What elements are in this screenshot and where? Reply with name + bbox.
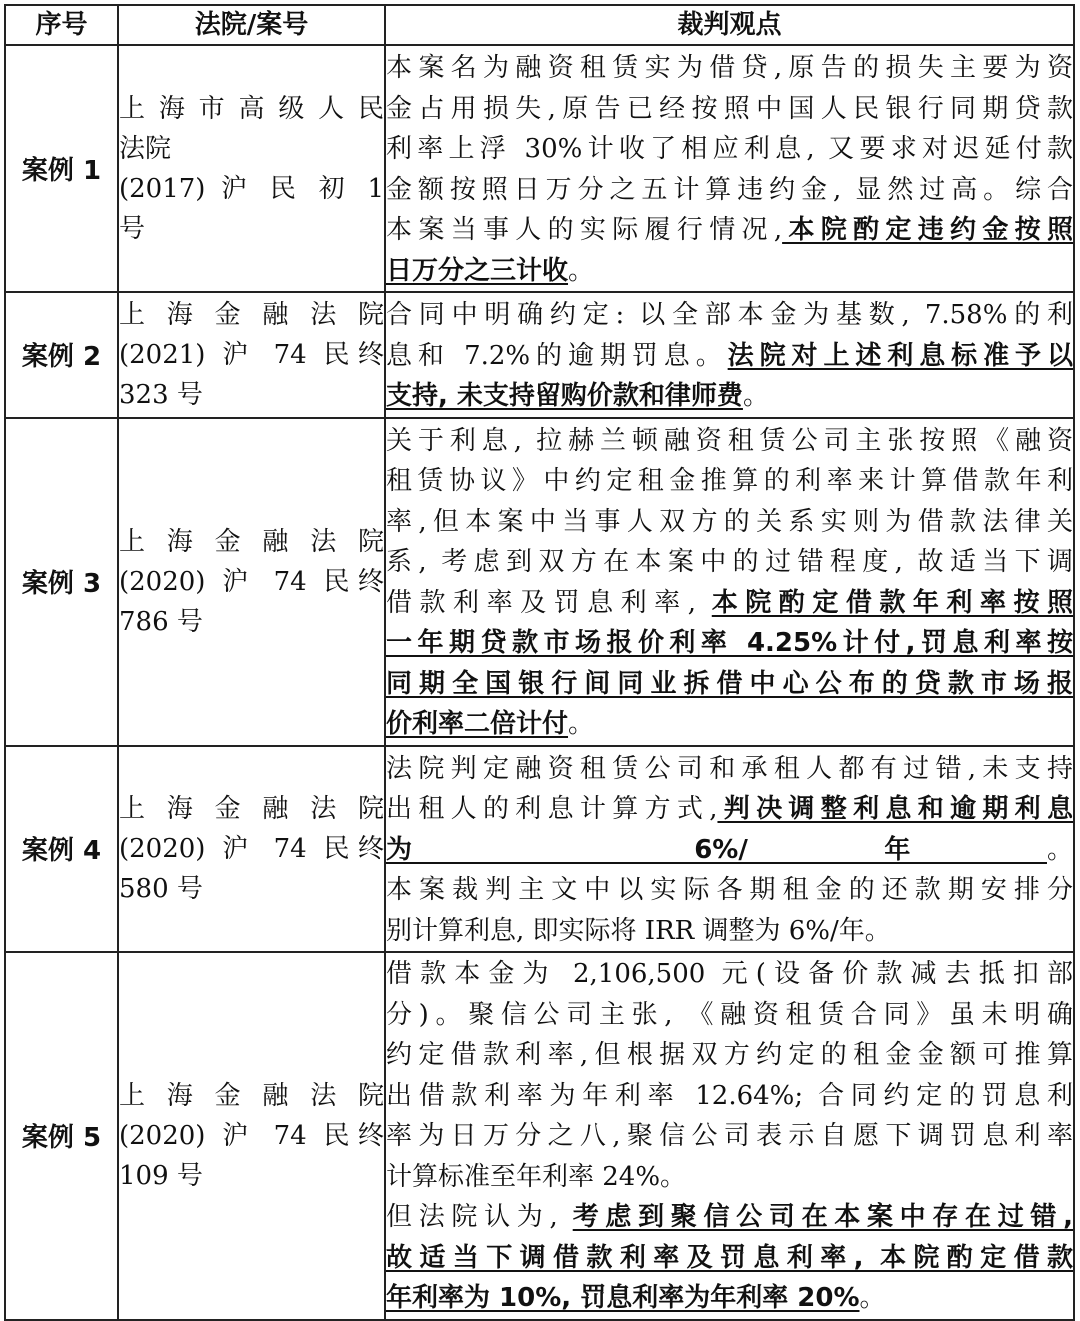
opinion-text: 息和 7.2%的逾期罚息。 <box>386 340 728 371</box>
header-row <box>5 5 1074 45</box>
court-line: 109 号 <box>119 1160 203 1191</box>
table-row <box>5 418 1074 746</box>
opinion-text: 但法院认为, <box>386 1202 573 1232</box>
case-label: 案例 2 <box>5 292 118 418</box>
highlight-text: 同期全国银行间同业拆借中心公布的贷款市场报 <box>386 668 1073 699</box>
opinion-line <box>386 461 1073 502</box>
opinion-text: 合同中明确约定: 以全部本金为基数, 7.58%的利 <box>386 300 1073 330</box>
opinion-text: 。 <box>742 381 769 411</box>
opinion-text: 。 <box>568 709 595 739</box>
opinion-line <box>386 1157 1073 1198</box>
opinion-text: 出借款利率为年利率 12.64%; 合同约定的罚息利 <box>386 1080 1073 1111</box>
opinion-line <box>386 1197 1073 1238</box>
opinion-line <box>386 89 1073 130</box>
opinion-line <box>386 251 1073 292</box>
opinion-line <box>386 336 1073 377</box>
opinion-text: 金额按照日万分之五计算违约金, 显然过高。综合 <box>386 174 1073 205</box>
opinion-line <box>386 830 1073 871</box>
highlight-text: 为 6%/年 <box>386 834 1047 865</box>
highlight-text: 故适当下调借款利率及罚息利率, 本院酌定借款 <box>386 1242 1073 1273</box>
opinion-text: 租赁协议》中约定租金推算的利率来计算借款年利 <box>386 466 1073 496</box>
court-cell <box>118 292 385 418</box>
opinion-line <box>386 664 1073 705</box>
header-opinion: 裁判观点 <box>385 5 1074 45</box>
court-line: 法院 <box>119 133 172 164</box>
court-cell <box>118 952 385 1320</box>
case-label: 案例 5 <box>5 952 118 1320</box>
court-line: 323 号 <box>119 379 203 410</box>
opinion-text: 约定借款利率,但根据双方约定的租金金额可推算 <box>386 1040 1073 1070</box>
highlight-text: 支持, 未支持留购价款和律师费 <box>386 381 743 411</box>
opinion-line <box>386 1278 1073 1319</box>
opinion-cell <box>385 746 1074 953</box>
highlight-text: 一年期贷款市场报价利率 4.25%计付,罚息利率按 <box>386 628 1073 658</box>
opinion-cell <box>385 45 1074 292</box>
court-line: (2020) 沪 74 民终 <box>119 1120 384 1151</box>
court-line: 786 号 <box>119 606 203 637</box>
court-line: (2021) 沪 74 民终 <box>119 339 384 370</box>
opinion-text: 借款利率及罚息利率, <box>386 587 712 618</box>
opinion-text: 分)。聚信公司主张, 《融资租赁合同》虽未明确 <box>386 999 1073 1030</box>
opinion-text: 出租人的利息计算方式, <box>386 794 718 824</box>
opinion-cell <box>385 418 1074 746</box>
opinion-text: 系, 考虑到双方在本案中的过错程度, 故适当下调 <box>386 547 1073 577</box>
opinion-line <box>386 129 1073 170</box>
highlight-text: 本院酌定违约金按照 <box>782 215 1073 245</box>
opinion-line <box>386 1035 1073 1076</box>
opinion-line <box>386 749 1073 790</box>
court-line: 上 海 金 融 法 院 <box>119 1080 384 1111</box>
court-cell <box>118 418 385 746</box>
opinion-line <box>386 421 1073 462</box>
highlight-text: 判决调整利息和逾期利息 <box>717 794 1073 824</box>
opinion-line <box>386 1238 1073 1279</box>
highlight-text: 价利率二倍计付 <box>386 709 569 739</box>
opinion-line <box>386 295 1073 336</box>
court-line: (2020) 沪 74 民终 <box>119 566 384 597</box>
opinion-line <box>386 1116 1073 1157</box>
opinion-line <box>386 623 1073 664</box>
opinion-text: 法院判定融资租赁公司和承租人都有过错,未支持 <box>386 753 1073 784</box>
case-body <box>5 45 1074 1320</box>
court-line: 上海市高级人民 <box>119 93 384 124</box>
opinion-text: 本案名为融资租赁实为借贷,原告的损失主要为资 <box>386 53 1073 83</box>
opinion-text: 。 <box>568 255 595 286</box>
opinion-cell <box>385 292 1074 418</box>
court-line: (2020) 沪 74 民终 <box>119 833 384 864</box>
court-line: 上 海 金 融 法 院 <box>119 299 384 330</box>
header-no: 序号 <box>5 5 118 45</box>
header-court: 法院/案号 <box>118 5 385 45</box>
opinion-cell <box>385 952 1074 1320</box>
opinion-text: 率,但本案中当事人双方的关系实则为借款法律关 <box>386 506 1073 537</box>
case-table <box>4 4 1075 1321</box>
case-label: 案例 4 <box>5 746 118 953</box>
opinion-text: 计算标准至年利率 24%。 <box>386 1161 687 1192</box>
court-line: (2017) 沪 民 初 1 <box>119 173 384 204</box>
opinion-line <box>386 1076 1073 1117</box>
table-row <box>5 952 1074 1320</box>
opinion-text: 本案裁判主文中以实际各期租金的还款期安排分 <box>386 875 1073 905</box>
opinion-line <box>386 210 1073 251</box>
opinion-text: 借款本金为 2,106,500 元(设备价款减去抵扣部 <box>386 959 1073 989</box>
opinion-text: 别计算利息, 即实际将 IRR 调整为 6%/年。 <box>386 915 891 946</box>
opinion-line <box>386 911 1073 952</box>
opinion-line <box>386 954 1073 995</box>
table-row <box>5 292 1074 418</box>
court-line: 上 海 金 融 法 院 <box>119 526 384 557</box>
opinion-line <box>386 170 1073 211</box>
opinion-line <box>386 995 1073 1036</box>
highlight-text: 考虑到聚信公司在本案中存在过错, <box>572 1202 1073 1232</box>
court-line: 上 海 金 融 法 院 <box>119 793 384 824</box>
highlight-text: 日万分之三计收 <box>386 255 569 286</box>
table-row <box>5 746 1074 953</box>
opinion-line <box>386 870 1073 911</box>
court-cell <box>118 746 385 953</box>
opinion-text: 率为日万分之八,聚信公司表示自愿下调罚息利率 <box>386 1121 1073 1151</box>
highlight-text: 年利率为 10%, 罚息利率为年利率 20% <box>386 1283 860 1313</box>
opinion-line <box>386 583 1073 624</box>
opinion-text: 利率上浮 30%计收了相应利息, 又要求对迟延付款 <box>386 134 1073 164</box>
opinion-text: 关于利息, 拉赫兰顿融资租赁公司主张按照《融资 <box>386 425 1073 456</box>
opinion-line <box>386 502 1073 543</box>
opinion-text: 金占用损失,原告已经按照中国人民银行同期贷款 <box>386 93 1073 124</box>
highlight-text: 本院酌定借款年利率按照 <box>711 587 1073 618</box>
opinion-line <box>386 542 1073 583</box>
opinion-text: 。 <box>859 1283 886 1313</box>
opinion-text: 。 <box>1046 834 1073 865</box>
table-row <box>5 45 1074 292</box>
opinion-text: 本案当事人的实际履行情况, <box>386 215 783 245</box>
court-line: 580 号 <box>119 873 203 904</box>
highlight-text: 法院对上述利息标准予以 <box>727 340 1073 371</box>
opinion-line <box>386 704 1073 745</box>
court-line: 号 <box>119 213 146 244</box>
opinion-line <box>386 48 1073 89</box>
court-cell <box>118 45 385 292</box>
opinion-line <box>386 789 1073 830</box>
case-label: 案例 3 <box>5 418 118 746</box>
case-label: 案例 1 <box>5 45 118 292</box>
opinion-line <box>386 376 1073 417</box>
